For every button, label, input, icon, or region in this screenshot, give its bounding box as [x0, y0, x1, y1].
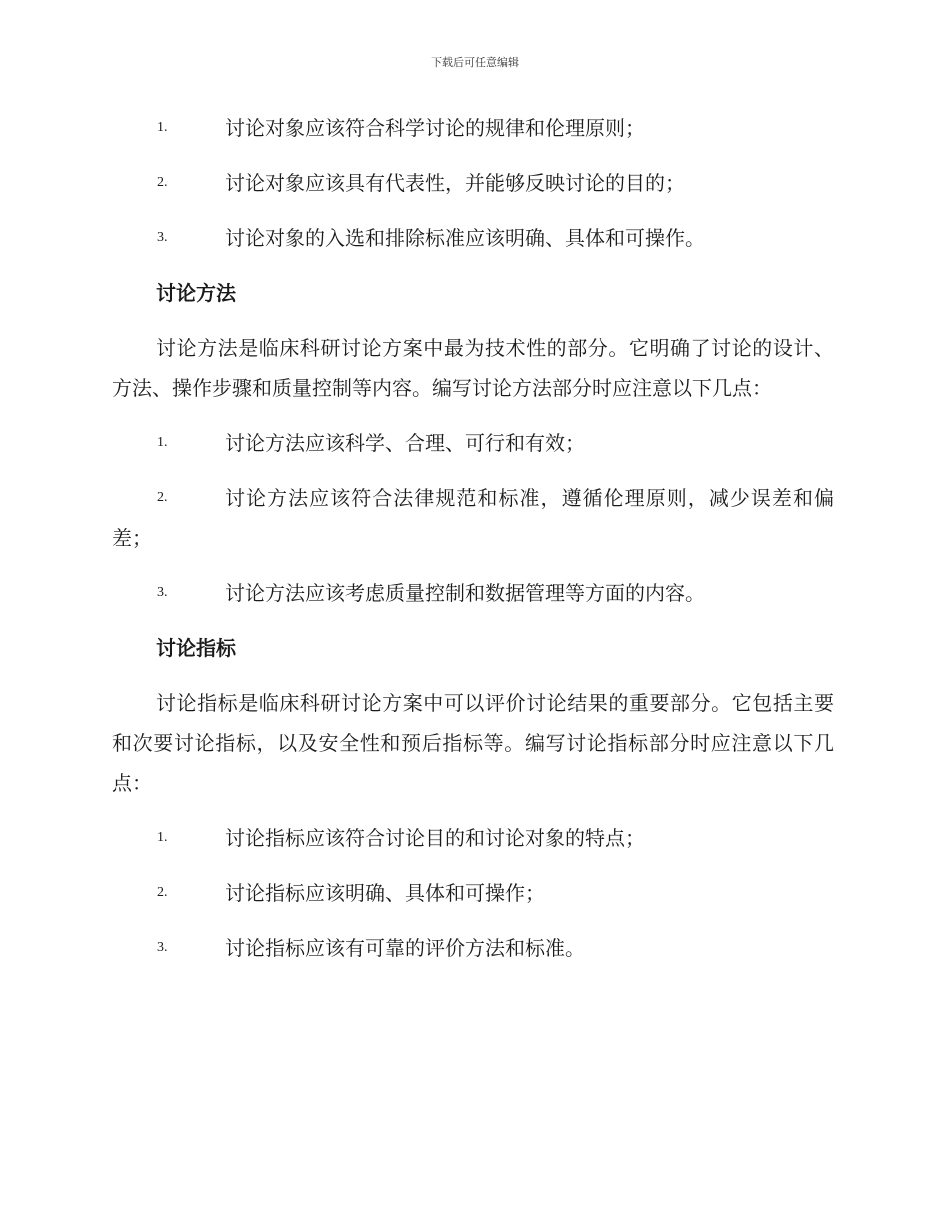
list-number: 1. [157, 435, 168, 450]
list-text: 讨论方法应该考虑质量控制和数据管理等方面的内容。 [225, 581, 705, 605]
list-number: 2. [157, 885, 168, 900]
list-item [112, 108, 834, 148]
list-number: 3. [157, 940, 168, 955]
indicators-paragraph: 讨论指标是临床科研讨论方案中可以评价讨论结果的重要部分。它包括主要和次要讨论指标，以及安全性和预后指标等。编写讨论指标部分时应注意以下几点： [112, 691, 834, 795]
list-text: 讨论方法应该科学、合理、可行和有效； [225, 431, 585, 455]
list-number: 2. [157, 175, 168, 190]
list-item [112, 163, 834, 203]
section-heading-methods: 讨论方法 [156, 281, 236, 305]
list-text: 讨论对象应该具有代表性，并能够反映讨论的目的； [225, 171, 685, 195]
list-text: 讨论指标应该有可靠的评价方法和标准。 [225, 936, 585, 960]
list-item [112, 873, 834, 913]
methods-paragraph: 讨论方法是临床科研讨论方案中最为技术性的部分。它明确了讨论的设计、方法、操作步骤和质量控制等内容。编写讨论方法部分时应注意以下几点： [112, 336, 834, 400]
list-item [112, 573, 834, 613]
list-item [112, 478, 834, 558]
list-item [112, 423, 834, 463]
list-text: 讨论指标应该符合讨论目的和讨论对象的特点； [225, 826, 645, 850]
list-item [112, 818, 834, 858]
list-item [112, 928, 834, 968]
list-text: 讨论对象应该符合科学讨论的规律和伦理原则； [225, 116, 645, 140]
header-note: 下载后可任意编辑 [431, 56, 519, 69]
list-number: 1. [157, 830, 168, 845]
list-text: 讨论对象的入选和排除标准应该明确、具体和可操作。 [225, 226, 705, 250]
list-number: 1. [157, 120, 168, 135]
list-number: 3. [157, 585, 168, 600]
section-heading-indicators: 讨论指标 [156, 636, 236, 660]
document-body [112, 108, 834, 983]
list-text: 讨论指标应该明确、具体和可操作； [225, 881, 545, 905]
list-text: 讨论方法应该符合法律规范和标准，遵循伦理原则，减少误差和偏差； [112, 486, 834, 550]
list-number: 3. [157, 230, 168, 245]
list-item [112, 218, 834, 258]
list-number: 2. [157, 490, 168, 505]
